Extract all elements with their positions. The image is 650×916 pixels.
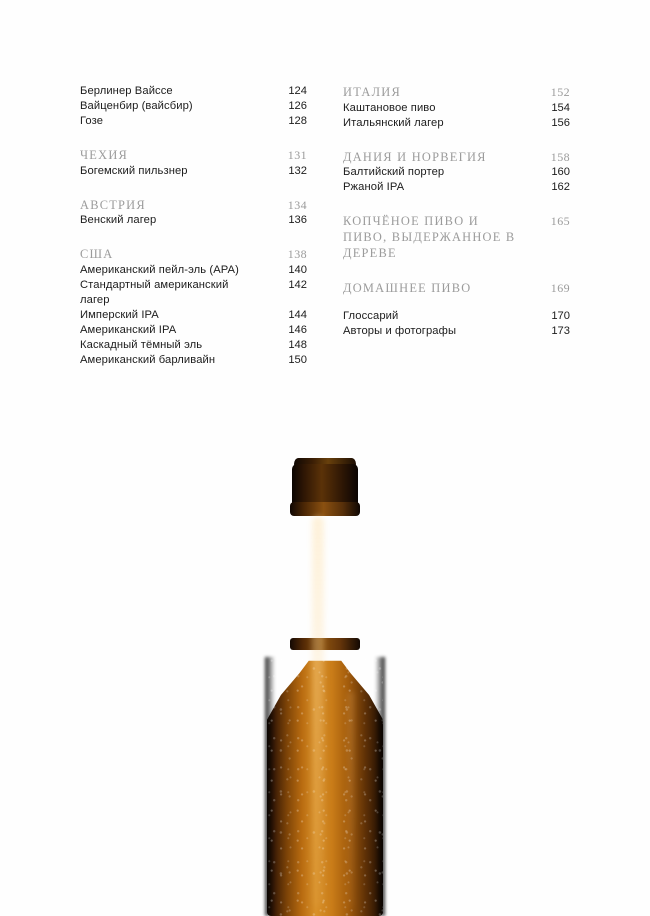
toc-entry[interactable] — [343, 101, 570, 116]
toc-entry[interactable] — [343, 180, 570, 195]
toc-column-left — [80, 84, 307, 368]
toc-heading-label: ЧЕХИЯ — [80, 148, 129, 162]
toc-heading-page: 158 — [550, 149, 570, 164]
toc-entry-page: 160 — [551, 166, 570, 179]
toc-heading-label: КОПЧЁНОЕ ПИВО И ПИВО, ВЫДЕРЖАННОЕ В ДЕРЕВЕ — [343, 214, 516, 260]
bottle-neck-band — [290, 638, 360, 650]
toc-entry[interactable] — [343, 309, 570, 324]
toc-entry-label: Глоссарий — [343, 310, 399, 323]
toc-entry-page: 142 — [288, 278, 307, 291]
bottle-highlight-secondary — [348, 692, 354, 907]
spacer — [80, 179, 307, 197]
toc-heading-label: ДАНИЯ И НОРВЕГИЯ — [343, 149, 487, 164]
toc-entry-page: 132 — [288, 164, 307, 177]
toc-entry-page: 154 — [551, 101, 570, 114]
toc-section-heading[interactable] — [343, 213, 570, 262]
toc-entry-page: 156 — [551, 116, 570, 129]
toc-heading-page: 134 — [287, 197, 307, 212]
beer-bottle-photo — [0, 430, 650, 916]
toc-entry-label: Берлинер Вайссе — [80, 85, 173, 97]
toc-entry[interactable] — [80, 99, 307, 114]
toc-column-right — [343, 84, 570, 368]
toc-section-heading[interactable] — [343, 280, 570, 297]
toc-entry-page: 148 — [288, 338, 307, 351]
toc-entry-label: Каскадный тёмный эль — [80, 338, 203, 351]
toc-heading-label: США — [80, 247, 114, 262]
toc-entry-label: Ржаной IPA — [343, 181, 405, 194]
toc-entry-page: 136 — [288, 214, 307, 227]
toc-entry[interactable] — [80, 84, 307, 99]
toc-entry-label: Каштановое пиво — [343, 101, 436, 114]
toc-heading-page: 138 — [287, 247, 307, 262]
toc-heading-label: ДОМАШНЕЕ ПИВО — [343, 280, 472, 295]
toc-entry-label: Американский IPA — [80, 323, 177, 336]
toc-entry[interactable] — [80, 213, 307, 228]
table-of-contents — [80, 84, 570, 368]
bottle-illustration — [220, 442, 430, 916]
toc-entry[interactable] — [80, 263, 307, 278]
toc-entry-page: 144 — [288, 308, 307, 321]
toc-heading-label: ИТАЛИЯ — [343, 85, 401, 99]
toc-entry-page: 150 — [288, 353, 307, 366]
condensation-droplets — [267, 657, 383, 916]
toc-entry-label: Венский лагер — [80, 214, 157, 227]
spacer — [80, 129, 307, 147]
spacer — [343, 262, 570, 280]
toc-entry[interactable] — [80, 308, 307, 323]
toc-entry-page: 128 — [288, 115, 307, 127]
toc-entry-page: 170 — [551, 310, 570, 323]
toc-entry-page: 126 — [288, 100, 307, 112]
toc-section-heading[interactable] — [343, 84, 570, 101]
toc-entry[interactable] — [80, 338, 307, 353]
spacer — [80, 228, 307, 246]
toc-heading-page: 131 — [287, 148, 307, 162]
toc-entry-label: Богемский пильзнер — [80, 164, 188, 177]
toc-heading-label: АВСТРИЯ — [80, 197, 146, 212]
spacer — [343, 296, 570, 309]
toc-section-heading[interactable] — [80, 246, 307, 263]
toc-entry-label: Авторы и фотографы — [343, 325, 457, 338]
toc-heading-page: 169 — [550, 280, 570, 295]
toc-heading-page: 152 — [550, 85, 570, 99]
toc-entry-page: 173 — [551, 325, 570, 338]
toc-entry-page: 162 — [551, 181, 570, 194]
toc-heading-page: 165 — [550, 214, 570, 229]
toc-section-heading[interactable] — [80, 147, 307, 164]
spacer — [343, 131, 570, 149]
toc-entry[interactable] — [343, 165, 570, 180]
toc-entry[interactable] — [343, 116, 570, 131]
toc-entry-label: Американский барливайн — [80, 353, 216, 366]
toc-entry-label: Стандартный американский лагер — [80, 278, 229, 306]
toc-section-heading[interactable] — [80, 197, 307, 214]
bottle-highlight — [312, 516, 324, 906]
toc-entry[interactable] — [80, 164, 307, 179]
toc-entry-label: Балтийский портер — [343, 166, 445, 179]
toc-entry-label: Имперский IPA — [80, 308, 159, 321]
toc-entry-page: 124 — [288, 85, 307, 97]
toc-entry[interactable] — [80, 323, 307, 338]
toc-entry-page: 140 — [288, 263, 307, 276]
toc-entry-label: Гозе — [80, 115, 104, 127]
toc-entry[interactable] — [80, 278, 307, 308]
spacer — [343, 195, 570, 213]
toc-entry[interactable] — [343, 324, 570, 339]
toc-entry[interactable] — [80, 114, 307, 129]
toc-entry[interactable] — [80, 353, 307, 368]
toc-entry-label: Итальянский лагер — [343, 116, 444, 129]
toc-entry-label: Вайценбир (вайсбир) — [80, 100, 193, 112]
toc-entry-label: Американский пейл-эль (APA) — [80, 263, 239, 276]
toc-section-heading[interactable] — [343, 149, 570, 166]
toc-entry-page: 146 — [288, 323, 307, 336]
